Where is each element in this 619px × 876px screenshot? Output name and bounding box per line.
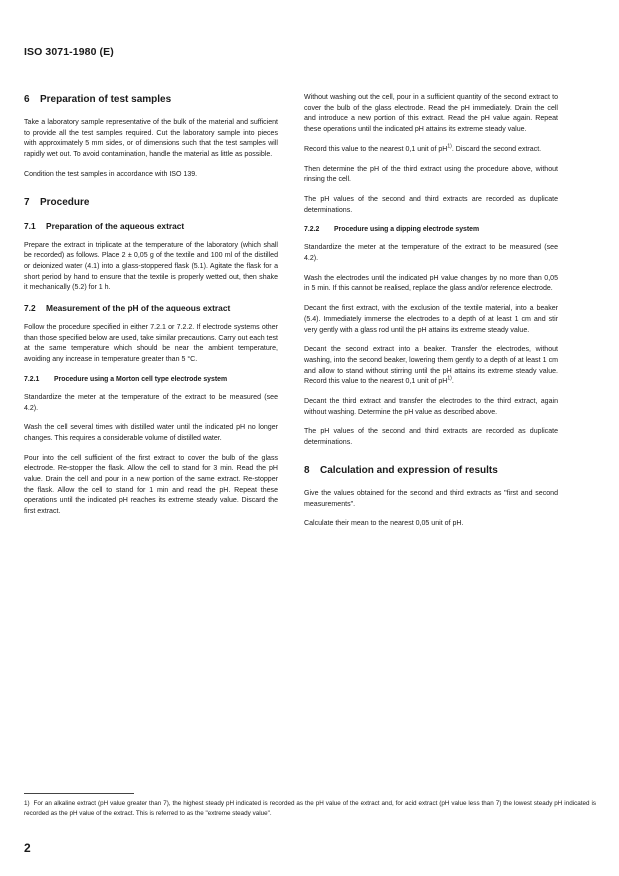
section-number: 6	[24, 94, 30, 105]
section-number: 7.1	[24, 220, 36, 231]
paragraph: Take a laboratory sample representative of the bulk of the material and sufficient to provide all the test samples required. Cut the laboratory sample into pieces with approximately 5 mm sides, or of dimensions such that the test samples will rapidly wet out. To avoid contamination, handle the material as little as possible.	[24, 119, 278, 159]
document-header: ISO 3071-1980 (E)	[24, 46, 114, 58]
paragraph: The pH values of the second and third extracts are recorded as duplicate determinations.	[304, 195, 558, 214]
footnote-ref: 1)	[447, 143, 452, 150]
footnote	[24, 799, 596, 818]
paragraph: Give the values obtained for the second and third extracts as "first and second measurements".	[304, 489, 558, 508]
section-number: 7	[24, 196, 30, 208]
paragraph: Decant the third extract and transfer the electrodes to the third extract, again without washing. Determine the pH value as described above.	[304, 398, 558, 416]
paragraph: Record this value to the nearest 0,1 unit of $pH^{1)}$. Discard the second extract.	[304, 143, 542, 153]
footnote-marker: 1)	[24, 800, 30, 807]
section-6-heading	[24, 93, 278, 106]
paragraph: Without washing out the cell, pour in a sufficient quantity of the second extract to cover the bulb of the glass electrode. Read the pH immediately. Drain the cell and introduce a new portion of this extract. Read the pH value again. Repeat these operations until the indicated pH attains its extreme steady value.	[304, 94, 558, 134]
paragraph: Condition the test samples in accordance with ISO 139.	[24, 170, 198, 178]
section-title: Preparation of test samples	[40, 94, 172, 105]
section-number: 8	[304, 464, 310, 476]
paragraph: Wash the cell several times with distilled water until the indicated pH no longer changes. This requires a considerable volume of distilled water.	[24, 424, 278, 442]
left-column	[24, 93, 278, 527]
paragraph: Decant the second extract into a beaker. Transfer the electrodes, without washing, into the second beaker, lowering them gently to a depth of at least 1 cm and allow to stand without stirring until the pH attains its extreme steady value. Record this value to the nearest 0,1 unit of $pH^{1)}$.	[304, 346, 558, 386]
paragraph: Standardize the meter at the temperature of the extract to be measured (see 4.2).	[304, 244, 558, 263]
section-7-heading	[24, 196, 278, 209]
footnote-ref: 1)	[447, 376, 452, 383]
paragraph: Pour into the cell sufficient of the first extract to cover the bulb of the glass electrode. Re-stopper the flask. Allow the cell to stand for 3 min. Read the pH value. Drain the cell and pour in a new portion of the same extract. Re-stopper the flask. Allow the cell to stand for 1 min and read the pH. Repeat these operations until the indicated pH reaches its extreme steady value. Discard the first extract.	[24, 454, 278, 516]
section-7-2-heading	[24, 303, 278, 314]
section-title: Procedure using a dipping electrode system	[334, 226, 480, 234]
section-number: 7.2.2	[304, 226, 320, 234]
paragraph: The pH values of the second and third extracts are recorded as duplicate determinations.	[304, 428, 558, 447]
section-number: 7.2	[24, 303, 36, 314]
footnote-text: For an alkaline extract (pH value greater than 7), the highest steady pH indicated is recorded as the pH value of the extract and, for acid extract (pH value less than 7) the lowest steady pH indicated is recorded as the pH value of the extract. This is referred to as the "extreme steady value".	[24, 800, 597, 817]
section-title: Procedure using a Morton cell type electrode system	[54, 375, 228, 383]
section-title: Measurement of the pH of the aqueous extract	[46, 303, 231, 314]
section-7-1-heading	[24, 221, 278, 232]
page-number: 2	[24, 841, 31, 855]
section-8-heading	[304, 464, 558, 477]
paragraph: Then determine the pH of the third extract using the procedure above, without rinsing the cell.	[304, 165, 558, 184]
paragraph: Follow the procedure specified in either 7.2.1 or 7.2.2. If electrode systems other than those specified below are used, take similar precautions. Carry out each test at the same temperature which should be near the ambient temperature, avoiding any increase in temperature greater than 5 °C.	[24, 324, 278, 364]
right-column	[304, 93, 558, 539]
section-title: Calculation and expression of results	[320, 464, 498, 476]
section-7-2-2-heading	[304, 225, 558, 235]
paragraph: Decant the first extract, with the exclusion of the textile material, into a beaker (5.4). Immediately immerse the electrodes to a depth of at least 1 cm and stir very gently with a glass rod until the pH attains its extreme steady value.	[304, 305, 558, 334]
paragraph: Wash the electrodes until the indicated pH value changes by no more than 0,05 in 5 min. If this cannot be realised, replace the glass and/or reference electrode.	[304, 274, 558, 293]
paragraph: Calculate their mean to the nearest 0,05 unit of pH.	[304, 520, 464, 528]
paragraph: Prepare the extract in triplicate at the temperature of the laboratory (which shall be recorded) as follows. Place 2 ± 0,05 g of the textile and 100 ml of the distilled or deionized water (4.1) into a glass-stoppered flask (5.1). Agitate the flask for a short period by hand to ensure that the textile is properly wetted out, then shake it mechanically (5.2) for 1 h.	[24, 241, 278, 292]
section-title: Procedure	[40, 196, 90, 208]
section-title: Preparation of the aqueous extract	[46, 220, 185, 231]
footnote-divider	[24, 793, 134, 794]
section-7-2-1-heading	[24, 375, 278, 385]
paragraph: Standardize the meter at the temperature of the extract to be measured (see 4.2).	[24, 393, 278, 412]
section-number: 7.2.1	[24, 375, 40, 383]
